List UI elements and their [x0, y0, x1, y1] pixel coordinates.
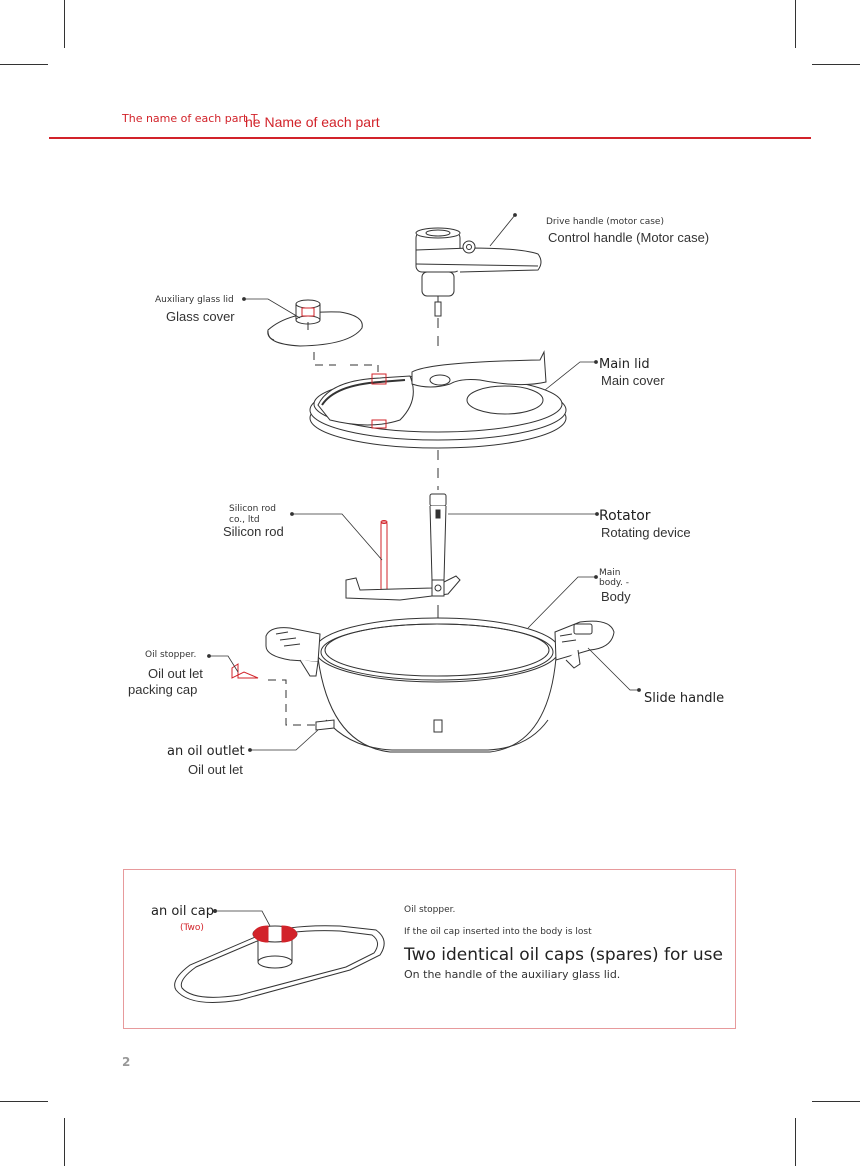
note-line-3: Two identical oil caps (spares) for use: [404, 945, 723, 965]
oil-outlet-label-large: Oil out let: [188, 762, 243, 777]
oil-cap-label: an oil cap: [151, 904, 215, 919]
body-label-large: Body: [601, 589, 631, 604]
main-lid-label-small: Main lid: [599, 357, 650, 372]
body-label-small-1: Main: [599, 568, 621, 578]
header-small-title: The name of each part T: [122, 112, 258, 125]
note-line-1: Oil stopper.: [404, 905, 456, 915]
main-lid-label-large: Main cover: [601, 373, 665, 388]
page-number: 2: [122, 1055, 131, 1069]
oil-outlet-label-small: an oil outlet: [167, 744, 245, 759]
body-label-small-2: body. -: [599, 578, 629, 588]
oil-stopper-label-small: Oil stopper.: [145, 650, 197, 660]
oil-stopper-label-large-1: Oil out let: [148, 666, 203, 681]
slide-handle-label: Slide handle: [644, 691, 725, 706]
header-big-title: he Name of each part: [245, 114, 380, 130]
silicon-rod-label-small-2: co., ltd: [229, 515, 260, 525]
glass-lid-label-small: Auxiliary glass lid: [155, 295, 234, 305]
note-line-4: On the handle of the auxiliary glass lid.: [404, 968, 621, 981]
rotator-label-large: Rotating device: [601, 525, 691, 540]
drive-handle-label-large: Control handle (Motor case): [548, 230, 710, 245]
note-line-2: If the oil cap inserted into the body is lost: [404, 927, 592, 937]
glass-lid-label-large: Glass cover: [166, 309, 235, 324]
rotator-label-small: Rotator: [599, 508, 651, 524]
silicon-rod-label-small-1: Silicon rod: [229, 504, 276, 514]
drive-handle-label-small: Drive handle (motor case): [546, 217, 664, 227]
oil-stopper-label-large-2: packing cap: [128, 682, 198, 697]
oil-cap-count: (Two): [180, 923, 204, 933]
silicon-rod-label-large: Silicon rod: [223, 524, 284, 539]
